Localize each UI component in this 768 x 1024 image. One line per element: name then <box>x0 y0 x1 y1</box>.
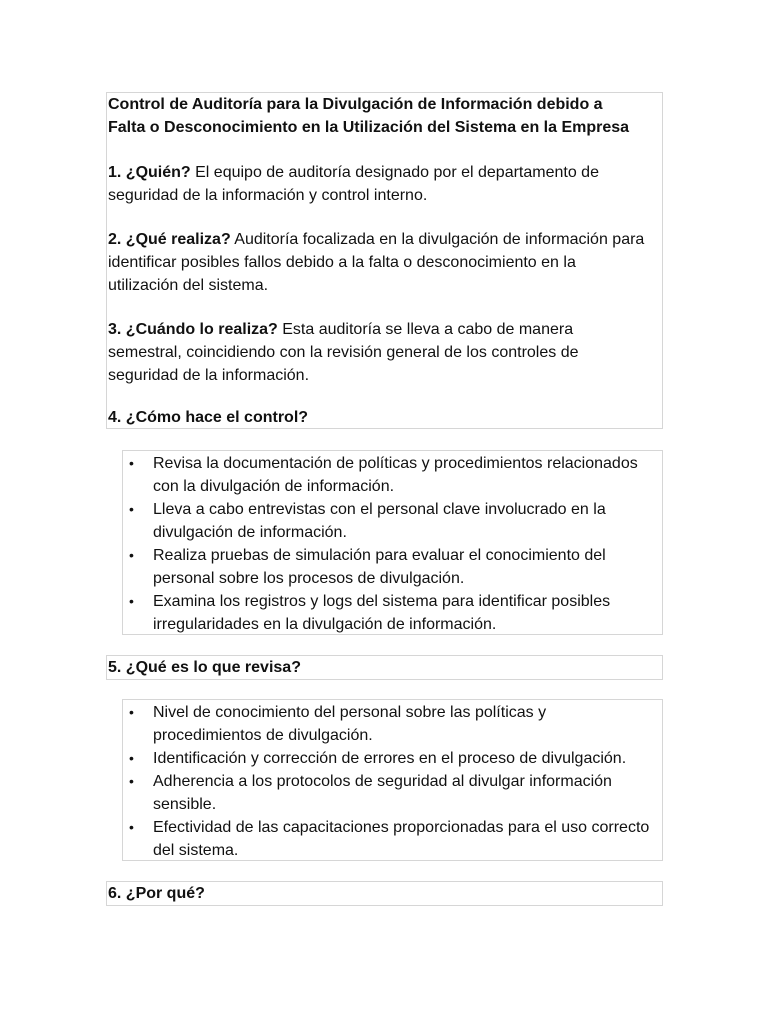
document-title <box>107 93 630 139</box>
question-5-list <box>123 700 662 862</box>
question-6-label: 6. ¿Por qué? <box>108 885 205 902</box>
question-6-heading-box <box>106 881 663 906</box>
question-2-text: Auditoría focalizada en la divulgación de información para identificar posibles fallos debido a la falta o desconocimiento en la utilización del sistema. <box>108 231 645 294</box>
list-item: • Lleva a cabo entrevistas con el personal clave involucrado en la divulgación de información. <box>153 498 654 544</box>
question-3-text: Esta auditoría se lleva a cabo de manera semestral, coincidiendo con la revisión general de los controles de seguridad de la información. <box>108 321 579 384</box>
list-item: • Nivel de conocimiento del personal sobre las políticas y procedimientos de divulgación. <box>153 701 654 747</box>
question-2 <box>108 228 648 297</box>
main-section <box>106 92 663 429</box>
list-item: • Identificación y corrección de errores en el proceso de divulgación. <box>153 747 654 770</box>
question-6-heading <box>107 882 662 905</box>
question-4-heading <box>108 406 308 429</box>
title-line-1: Control de Auditoría para la Divulgación de Información debido a <box>108 96 603 113</box>
question-5-heading <box>107 656 662 679</box>
question-4-list <box>123 451 662 636</box>
question-4-label: 4. ¿Cómo hace el control? <box>108 409 309 426</box>
question-4-list-box <box>122 450 663 635</box>
title-line-2: Falta o Desconocimiento en la Utilización del Sistema en la Empresa <box>108 119 630 136</box>
list-item: • Examina los registros y logs del sistema para identificar posibles irregularidades en la divulgación de información. <box>153 590 654 636</box>
question-5-label: 5. ¿Qué es lo que revisa? <box>108 659 301 676</box>
list-item: • Revisa la documentación de políticas y procedimientos relacionados con la divulgación de información. <box>153 452 654 498</box>
question-3 <box>108 318 628 387</box>
question-5-list-box <box>122 699 663 861</box>
question-2-label: 2. ¿Qué realiza? <box>108 231 231 248</box>
question-1-label: 1. ¿Quién? <box>108 164 191 181</box>
question-5-heading-box <box>106 655 663 680</box>
list-item: • Adherencia a los protocolos de seguridad al divulgar información sensible. <box>153 770 654 816</box>
question-3-label: 3. ¿Cuándo lo realiza? <box>108 321 278 338</box>
list-item: • Efectividad de las capacitaciones proporcionadas para el uso correcto del sistema. <box>153 816 654 862</box>
list-item: • Realiza pruebas de simulación para evaluar el conocimiento del personal sobre los procesos de divulgación. <box>153 544 654 590</box>
question-1 <box>108 161 648 207</box>
question-1-text: El equipo de auditoría designado por el departamento de seguridad de la información y control interno. <box>108 164 599 204</box>
